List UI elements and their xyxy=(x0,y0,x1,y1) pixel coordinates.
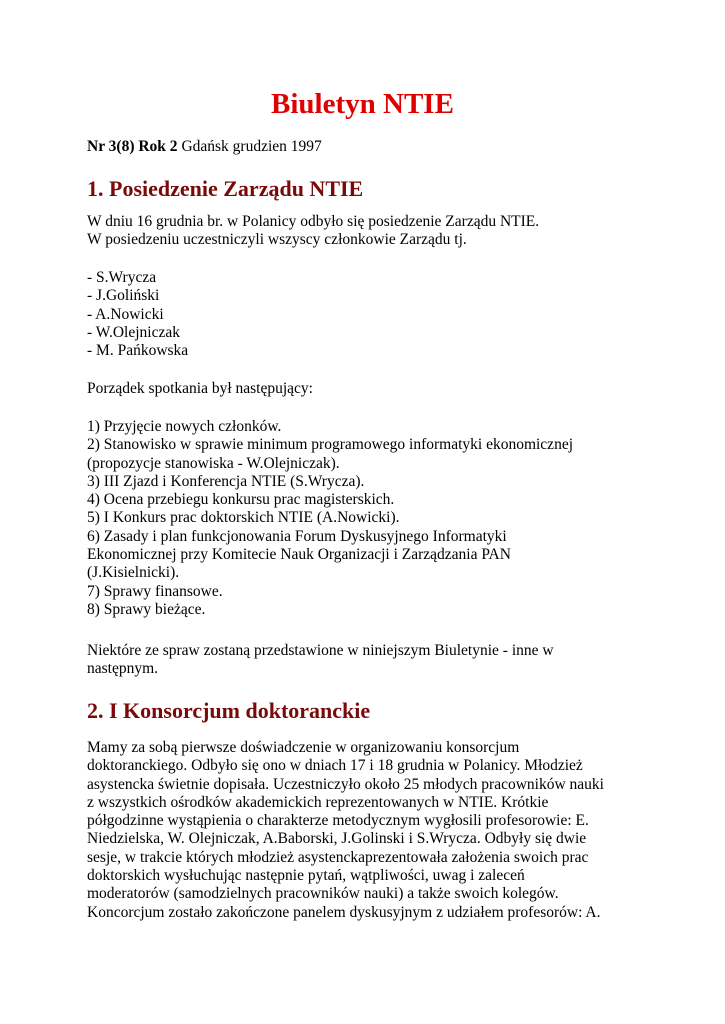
issue-line xyxy=(87,137,322,156)
text-line: doktoranckiego. Odbyło się ono w dniach 17 i 18 grudnia w Polanicy. Młodzież xyxy=(87,757,583,775)
list-item: 4) Ocena przebiegu konkursu prac magisterskich. xyxy=(87,491,395,509)
list-item: (propozycje stanowiska - W.Olejniczak). xyxy=(87,454,340,472)
list-item: 2) Stanowisko w sprawie minimum programowego informatyki ekonomicznej xyxy=(87,436,574,454)
list-item: - W.Olejniczak xyxy=(87,323,180,341)
list-item: - S.Wrycza xyxy=(87,269,157,286)
text-line: Porządek spotkania był następujący: xyxy=(87,380,313,397)
section-1-intro xyxy=(87,213,647,250)
list-item: (J.Kisielnicki). xyxy=(87,564,180,582)
section-2-paragraph xyxy=(87,739,647,922)
text-line: Koncorcjum zostało zakończone panelem dyskusyjnym z udziałem profesorów: A. xyxy=(87,903,601,921)
list-item: 3) III Zjazd i Konferencja NTIE (S.Wrycza). xyxy=(87,472,365,490)
list-item: 5) I Konkurs prac doktorskich NTIE (A.Nowicki). xyxy=(87,509,400,527)
list-item: Ekonomicznej przy Komitecie Nauk Organizacji i Zarządzania PAN xyxy=(87,546,511,564)
agenda-intro xyxy=(87,380,647,398)
agenda-list xyxy=(87,418,647,619)
list-item: 6) Zasady i plan funkcjonowania Forum Dyskusyjnego Informatyki xyxy=(87,527,507,545)
text-line: Mamy za sobą pierwsze doświadczenie w organizowaniu konsorcjum xyxy=(87,739,520,756)
section-1-closing xyxy=(87,642,647,679)
text-line: z wszystkich ośrodków akademickich reprezentowanych w NTIE. Krótkie xyxy=(87,793,549,811)
section-1-heading: 1. Posiedzenie Zarządu NTIE xyxy=(87,176,364,201)
text-line: moderatorów (samodzielnych pracowników nauki) a także swoich kolegów. xyxy=(87,885,559,903)
member-list xyxy=(87,269,647,360)
text-line: doktorskich wysłuchując następnie pytań, wątpliwości, uwag i zaleceń xyxy=(87,867,525,885)
text-line: następnym. xyxy=(87,660,159,678)
document-title: Biuletyn NTIE xyxy=(271,88,454,120)
list-item: 8) Sprawy bieżące. xyxy=(87,600,206,618)
text-line: półgodzinne wystąpienia o charakterze metodycznym wygłosili profesorowie: E. xyxy=(87,812,589,830)
text-line: Niektóre ze spraw zostaną przedstawione w niniejszym Biuletynie - inne w xyxy=(87,642,554,659)
issue-number: Nr 3(8) Rok 2 xyxy=(87,138,178,155)
text-line: asystencka świetnie dopisała. Uczestniczyło około 25 młodych pracowników nauki xyxy=(87,775,604,793)
issue-place-date: Gdańsk grudzien 1997 xyxy=(177,138,322,155)
text-line: sesje, w trakcie których młodzież asystenckaprezentowała założenia swoich prac xyxy=(87,848,589,866)
section-2-heading: 2. I Konsorcjum doktoranckie xyxy=(87,698,371,723)
text-line: Niedzielska, W. Olejniczak, A.Baborski, J.Golinski i S.Wrycza. Odbyły się dwie xyxy=(87,830,587,848)
list-item: - A.Nowicki xyxy=(87,305,164,323)
list-item: - M. Pańkowska xyxy=(87,342,189,360)
list-item: 7) Sprawy finansowe. xyxy=(87,582,223,600)
text-line: W dniu 16 grudnia br. w Polanicy odbyło się posiedzenie Zarządu NTIE. xyxy=(87,213,540,230)
text-line: W posiedzeniu uczestniczyli wszyscy członkowie Zarządu tj. xyxy=(87,231,467,249)
list-item: - J.Goliński xyxy=(87,287,160,305)
list-item: 1) Przyjęcie nowych członków. xyxy=(87,418,282,435)
